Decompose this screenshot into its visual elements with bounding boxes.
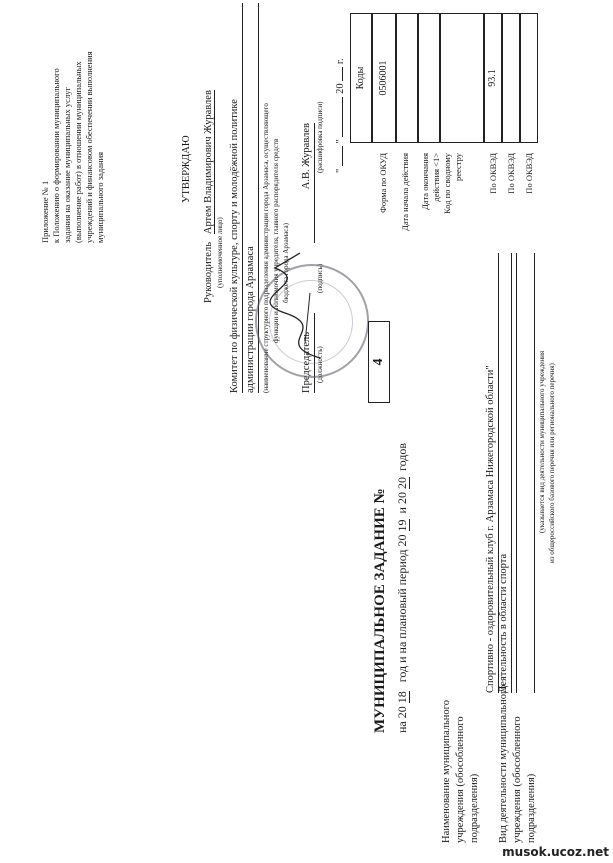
org-line: Комитет по физической культуре, спорту и молодёжной политике: [228, 3, 243, 393]
appendix-block: [40, 51, 106, 243]
appendix-line: учреждений и финансовом обеспечении выполнения: [84, 51, 94, 243]
code-value: [418, 13, 440, 143]
org-note: (наименование структурного подразделения администрации города Арзамаса, осуществляющего: [262, 103, 270, 393]
position-value: Председатель: [300, 313, 315, 393]
blank-line: [534, 253, 535, 693]
org-note: функции и полномочия учредителя, главного распорядителя средств: [272, 138, 280, 343]
period-line: на 20 18 год и на плановый период 20 19 и 20 20 годов: [395, 442, 409, 733]
activity-value: Деятельность в области спорта: [497, 253, 512, 693]
code-label: По ОКВЭД: [524, 153, 534, 194]
signature-note: (подпись): [316, 263, 324, 293]
org-note: бюджета города Арзамаса): [282, 223, 290, 303]
appendix-line: к Положению о формировании муниципального: [51, 68, 61, 243]
role-note: (уполномоченное лицо): [216, 217, 224, 288]
appendix-line: муниципального задания: [95, 151, 105, 243]
appendix-line: Приложение № 1: [40, 180, 50, 243]
code-label: Дата окончания действия <1>: [420, 153, 441, 210]
code-value: [502, 13, 520, 143]
code-label: По ОКВЭД: [506, 153, 516, 194]
approval-date: " " 20 г.: [335, 58, 346, 173]
code-label: Форма по ОКУД: [378, 153, 388, 213]
institution-label: Наименование муниципального учреждения (обособленного подразделения): [441, 700, 480, 843]
site-watermark: musok.ucoz.net: [502, 845, 609, 859]
activity-note: (указывается вид деятельности муниципального учреждения: [538, 350, 546, 533]
code-label: Дата начала действия: [400, 153, 410, 231]
institution-name: Спортивно - оздоровительный клуб г. Арзамаса Нижегородской области": [484, 363, 499, 693]
code-value: [440, 13, 484, 143]
activity-label: Вид деятельности муниципального учреждения (обособленного подразделения): [498, 684, 537, 843]
codes-header: Коды: [350, 13, 372, 143]
appendix-line: (выполнение работ) в отношении муниципальных: [73, 61, 83, 243]
role-label: Руководитель: [203, 242, 214, 303]
org-line: администрации города Арзамаса: [244, 3, 259, 393]
position-note: (должность): [316, 346, 324, 383]
appendix-line: задания на оказание муниципальных услуг: [62, 87, 72, 243]
approval-name: Артем Владимирович Журавлев: [203, 90, 214, 235]
code-label: По ОКВЭД: [488, 153, 498, 194]
code-label: Код по сводному реестру: [442, 153, 463, 214]
code-value: [520, 13, 538, 143]
code-value: 0506001: [372, 13, 396, 143]
document-number: 4: [368, 321, 390, 403]
year-3: 20: [395, 477, 409, 490]
year-2: 19: [395, 519, 409, 532]
signer-name: А.В. Журавлев: [300, 123, 315, 243]
approval-role: [202, 90, 216, 303]
code-value: [396, 13, 418, 143]
blank-line: [516, 253, 517, 693]
approval-heading: УТВЕРЖДАЮ: [181, 135, 192, 203]
decode-note: (расшифровка подписи): [316, 101, 324, 173]
document-title: МУНИЦИПАЛЬНОЕ ЗАДАНИЕ №: [372, 488, 388, 733]
activity-note: из общероссийского базового перечня или регионального перечня): [548, 363, 556, 563]
signature-scribble: [260, 243, 340, 363]
year-1: 18: [395, 691, 409, 704]
code-value: 93.1: [484, 13, 502, 143]
